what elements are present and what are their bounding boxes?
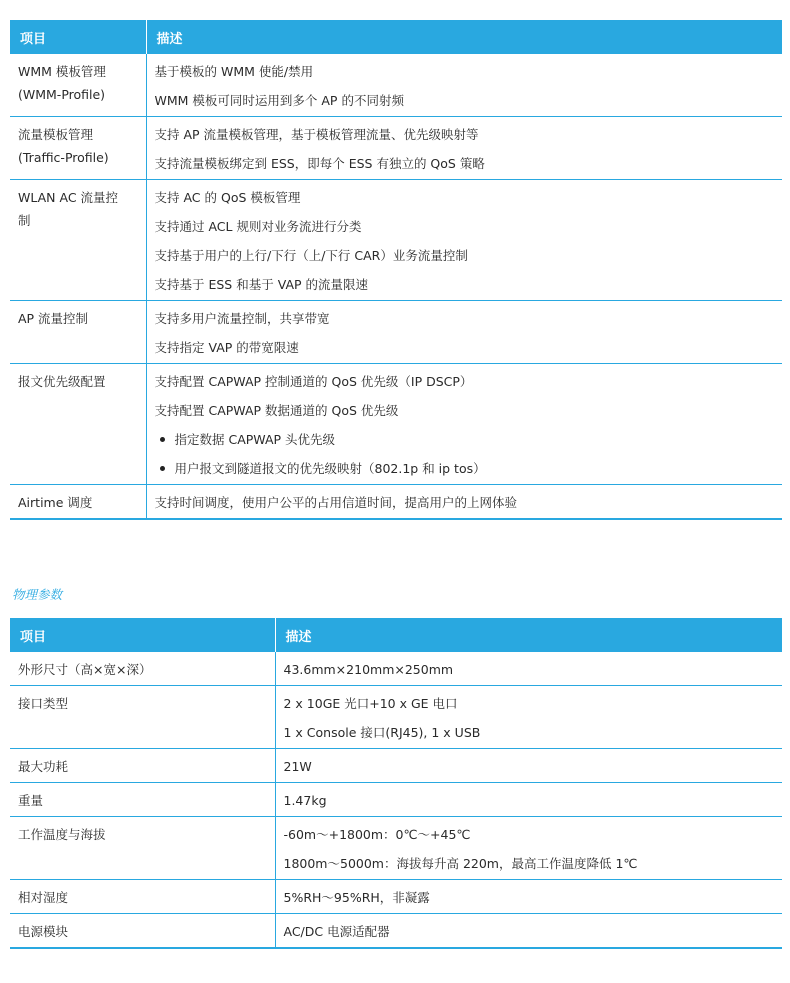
- item-cell: [10, 686, 275, 749]
- table-row: [10, 485, 782, 520]
- table-row: [10, 880, 782, 914]
- item-label: 最大功耗: [18, 759, 69, 774]
- table-row: [10, 652, 782, 686]
- description-line: 支持基于 ESS 和基于 VAP 的流量限速: [154, 277, 369, 292]
- item-label: 报文优先级配置: [18, 374, 106, 389]
- item-label: 流量模板管理 (Traffic-Profile): [18, 127, 109, 165]
- column-header-item: 项目: [10, 618, 275, 652]
- table-row: [10, 301, 782, 364]
- item-label: 工作温度与海拔: [18, 827, 106, 842]
- description-cell: [146, 180, 782, 301]
- description-line: 支持配置 CAPWAP 数据通道的 QoS 优先级: [154, 403, 399, 418]
- item-cell: [10, 54, 146, 117]
- item-label: WMM 模板管理 (WMM-Profile): [18, 64, 106, 102]
- table-row: [10, 817, 782, 880]
- bullet-line: 用户报文到隧道报文的优先级映射（802.1p 和 ip tos）: [155, 457, 775, 480]
- description-line: 基于模板的 WMM 使能/禁用: [154, 64, 314, 79]
- description-line: 支持时间调度，使用户公平的占用信道时间，提高用户的上网体验: [154, 495, 518, 510]
- description-cell: [275, 817, 782, 880]
- qos-feature-table: [10, 20, 782, 520]
- description-cell: [275, 652, 782, 686]
- item-label: 接口类型: [18, 696, 69, 711]
- table-row: [10, 54, 782, 117]
- bullet-line: 指定数据 CAPWAP 头优先级: [155, 428, 775, 451]
- item-cell: [10, 914, 275, 949]
- description-line: 21W: [283, 759, 312, 774]
- description-line: 支持基于用户的上行/下行（上/下行 CAR）业务流量控制: [154, 248, 468, 263]
- item-label: 外形尺寸（高×宽×深）: [18, 662, 152, 677]
- item-label: 相对湿度: [18, 890, 69, 905]
- description-line: -60m～+1800m：0℃～+45℃: [283, 827, 471, 842]
- qos-feature-table-body: [10, 54, 782, 519]
- table-row: [10, 749, 782, 783]
- description-line: WMM 模板可同时运用到多个 AP 的不同射频: [154, 93, 404, 108]
- table-row: [10, 914, 782, 949]
- item-label: WLAN AC 流量控 制: [18, 190, 119, 228]
- description-cell: [146, 117, 782, 180]
- description-line: 支持指定 VAP 的带宽限速: [154, 340, 299, 355]
- table-row: [10, 117, 782, 180]
- description-line: 支持配置 CAPWAP 控制通道的 QoS 优先级（IP DSCP）: [154, 374, 473, 389]
- description-cell: [146, 485, 782, 520]
- description-line: AC/DC 电源适配器: [283, 924, 390, 939]
- description-cell: [146, 301, 782, 364]
- item-cell: [10, 364, 146, 485]
- description-cell: [275, 749, 782, 783]
- item-cell: [10, 485, 146, 520]
- description-line: 1800m～5000m：海拔每升高 220m，最高工作温度降低 1℃: [283, 856, 638, 871]
- item-cell: [10, 301, 146, 364]
- item-label: AP 流量控制: [18, 311, 89, 326]
- table-row: [10, 180, 782, 301]
- description-line: 支持流量模板绑定到 ESS，即每个 ESS 有独立的 QoS 策略: [154, 156, 485, 171]
- table-header-row: [10, 20, 782, 54]
- description-line: 支持 AP 流量模板管理，基于模板管理流量、优先级映射等: [154, 127, 479, 142]
- description-line: 2 x 10GE 光口+10 x GE 电口: [283, 696, 458, 711]
- physical-params-table-body: [10, 652, 782, 948]
- description-line: 支持 AC 的 QoS 模板管理: [154, 190, 301, 205]
- item-cell: [10, 652, 275, 686]
- description-cell: [275, 686, 782, 749]
- item-cell: [10, 880, 275, 914]
- column-header-description: 描述: [275, 618, 782, 652]
- description-cell: [146, 54, 782, 117]
- column-header-description: 描述: [146, 20, 782, 54]
- item-cell: [10, 783, 275, 817]
- table-row: [10, 783, 782, 817]
- item-cell: [10, 817, 275, 880]
- table-header-row: [10, 618, 782, 652]
- item-cell: [10, 117, 146, 180]
- description-cell: [275, 880, 782, 914]
- description-line: 1 x Console 接口(RJ45), 1 x USB: [283, 725, 481, 740]
- item-cell: [10, 749, 275, 783]
- description-line: 5%RH～95%RH，非凝露: [283, 890, 430, 905]
- description-line: 支持多用户流量控制，共享带宽: [154, 311, 330, 326]
- section-title-physical-params: 物理参数: [12, 587, 63, 602]
- description-line: 支持通过 ACL 规则对业务流进行分类: [154, 219, 362, 234]
- item-label: 重量: [18, 793, 44, 808]
- table-row: [10, 686, 782, 749]
- item-label: Airtime 调度: [18, 495, 93, 510]
- description-cell: [275, 783, 782, 817]
- description-cell: [146, 364, 782, 485]
- physical-params-table: [10, 618, 782, 949]
- description-cell: [275, 914, 782, 949]
- table-row: [10, 364, 782, 485]
- item-cell: [10, 180, 146, 301]
- item-label: 电源模块: [18, 924, 69, 939]
- description-line: 1.47kg: [283, 793, 327, 808]
- column-header-item: 项目: [10, 20, 146, 54]
- description-line: 43.6mm×210mm×250mm: [283, 662, 454, 677]
